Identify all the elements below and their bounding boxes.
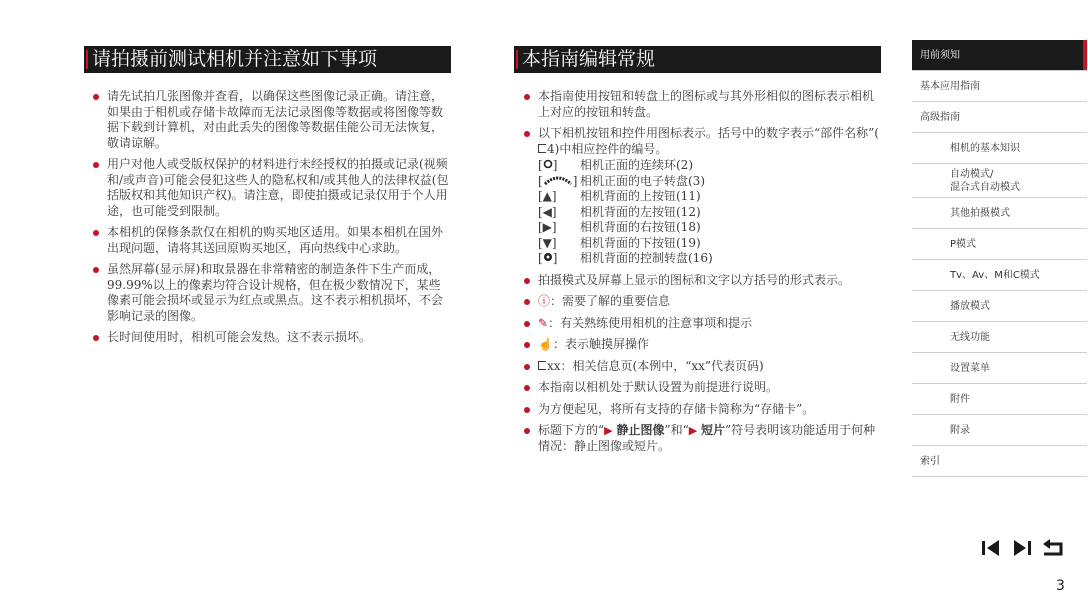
page-ref: xx <box>547 358 561 373</box>
list-item <box>523 89 883 120</box>
next-page-button[interactable] <box>1010 537 1034 559</box>
front-dial-icon: [ ] <box>538 173 578 188</box>
sidebar-item-label: P模式 <box>950 238 977 250</box>
touch-icon: ☝ <box>538 337 553 351</box>
sidebar-item-label: 附录 <box>950 424 970 436</box>
list-item-text: ：表示触摸屏操作 <box>552 337 649 351</box>
sidebar-item-p-mode[interactable] <box>912 229 1087 260</box>
page-navigation <box>979 537 1065 559</box>
control-label: 相机背面的下按钮(19) <box>580 235 701 250</box>
list-item-text: 本指南以相机处于默认设置为前提进行说明。 <box>538 380 779 394</box>
list-item <box>523 423 883 454</box>
arrow-left-icon <box>981 539 1001 557</box>
sidebar-item-advanced-guide[interactable] <box>912 102 1087 133</box>
sidebar-item-auto-mode[interactable] <box>912 164 1087 198</box>
sidebar-item-accessories[interactable] <box>912 384 1087 415</box>
pencil-icon: ✎ <box>538 315 549 330</box>
sidebar-item-label: Tv、Av、M和C模式 <box>950 269 1040 281</box>
list-item: 用户对他人或受版权保护的材料进行未经授权的拍摄或记录(视频和/或声音)可能会侵犯这些人的隐私权和/或其他人的法律权益(包括版权和其他知识产权)。请注意，即使拍摄或记录仅用于个人用途，也可能受到限制。 <box>92 157 452 219</box>
table-row <box>538 205 713 221</box>
front-ring-icon: [ ] <box>538 158 558 172</box>
sidebar-item-appendix[interactable] <box>912 415 1087 446</box>
list-item-text: 为方便起见，将所有支持的存储卡简称为“存储卡”。 <box>538 401 815 416</box>
list-item: 虽然屏幕(显示屏)和取景器在非常精密的制造条件下生产而成，99.99%以上的像素均符合设计规格，但在极少数情况下，某些像素可能会损坏或显示为红点或黑点。这不表示相机损坏，不会影响记录的图像。 <box>92 262 452 324</box>
table-row <box>538 251 713 267</box>
return-icon <box>1041 539 1065 557</box>
table-row <box>538 189 713 205</box>
sidebar-item-label: 其他拍摄模式 <box>950 207 1010 219</box>
list-item-text: ：需要了解的重要信息 <box>550 294 671 308</box>
control-label: 相机正面的电子转盘(3) <box>580 173 705 188</box>
control-dial-icon: [ ] <box>538 251 558 265</box>
list-item <box>523 316 883 332</box>
return-button[interactable] <box>1041 537 1065 559</box>
left-button-icon: [◀] <box>538 204 557 219</box>
list-item-text: 标题下方的“ <box>538 423 605 437</box>
sidebar-item-label: 自动模式/ 混合式自动模式 <box>950 168 1020 193</box>
book-icon <box>538 361 546 370</box>
down-button-icon: [▼] <box>538 235 557 250</box>
list-item-text: 拍摄模式及屏幕上显示的图标和文字以方括号的形式表示。 <box>538 272 851 287</box>
sidebar-item-label: 高级指南 <box>920 111 960 123</box>
sidebar-item-label: 附件 <box>950 393 970 405</box>
list-item-text: 以下相机按钮和控件用图标表示。括号中的数字表示“部件名称”( <box>538 126 879 140</box>
control-label: 相机正面的连续环(2) <box>580 158 693 172</box>
table-row <box>538 158 713 174</box>
control-label: 相机背面的控制转盘(16) <box>580 251 713 265</box>
still-image-label: 静止图像 <box>616 423 665 437</box>
list-item <box>523 273 883 289</box>
right-button-icon: [▶] <box>538 220 557 234</box>
arrow-right-icon <box>1012 539 1032 557</box>
sidebar-item-other-modes[interactable] <box>912 198 1087 229</box>
sidebar-nav <box>912 40 1087 477</box>
list-item-text: ：相关信息页(本例中，“xx”代表页码) <box>560 358 764 373</box>
control-label: 相机背面的右按钮(18) <box>580 220 701 234</box>
movie-label: 短片 <box>701 423 726 437</box>
sidebar-item-label: 播放模式 <box>950 300 990 312</box>
important-icon: ⓘ <box>538 294 551 308</box>
precautions-list <box>92 89 452 352</box>
list-item <box>523 294 883 310</box>
list-item-text: ”符号表明该功能适用于何种情况：静止图像或短片。 <box>538 423 876 453</box>
table-row <box>538 220 713 236</box>
section-title-conventions: 本指南编辑常规 <box>514 46 881 73</box>
page-ref-link[interactable]: 4)中相应控件的编号。 <box>547 141 668 156</box>
page-number: 3 <box>1056 578 1065 594</box>
sidebar-item-label: 基本应用指南 <box>920 80 980 92</box>
list-item-text: ”和“ <box>664 423 689 437</box>
sidebar-item-setup-menu[interactable] <box>912 353 1087 384</box>
list-item-text: ：有关熟练使用相机的注意事项和提示 <box>548 315 753 330</box>
table-row <box>538 174 713 190</box>
sidebar-item-wireless[interactable] <box>912 322 1087 353</box>
prev-page-button[interactable] <box>979 537 1003 559</box>
list-item <box>523 402 883 418</box>
up-button-icon: [▲] <box>538 189 557 203</box>
sidebar-item-index[interactable] <box>912 446 1087 477</box>
control-label: 相机背面的左按钮(12) <box>580 204 701 219</box>
list-item-text: 本指南使用按钮和转盘上的图标或与其外形相似的图标表示相机上对应的按钮和转盘。 <box>538 89 875 119</box>
sidebar-item-playback[interactable] <box>912 291 1087 322</box>
control-label: 相机背面的上按钮(11) <box>580 189 701 203</box>
sidebar-item-camera-basics[interactable] <box>912 133 1087 164</box>
list-item: 请先试拍几张图像并查看，以确保这些图像记录正确。请注意，如果由于相机或存储卡故障而无法记录图像等数据或将图像等数据下载到计算机，对由此丢失的图像等数据佳能公司无法恢复，敬请谅解。 <box>92 89 452 151</box>
list-item <box>523 380 883 396</box>
list-item <box>523 126 883 267</box>
list-item <box>523 359 883 375</box>
sidebar-item-tv-av-m-c[interactable] <box>912 260 1087 291</box>
controls-table <box>538 158 713 267</box>
sidebar-item-label: 相机的基本知识 <box>950 142 1020 154</box>
sidebar-item-before-use[interactable] <box>912 40 1087 71</box>
book-icon <box>538 144 546 153</box>
sidebar-item-basic-guide[interactable] <box>912 71 1087 102</box>
conventions-list <box>523 89 883 460</box>
table-row <box>538 236 713 252</box>
section-title-precautions: 请拍摄前测试相机并注意如下事项 <box>84 46 451 73</box>
list-item: 本相机的保修条款仅在相机的购买地区适用。如果本相机在国外出现问题，请将其送回原购买地区，再向热线中心求助。 <box>92 225 452 256</box>
list-item <box>523 337 883 353</box>
sidebar-item-label: 索引 <box>920 455 940 467</box>
play-icon: ▶ <box>688 424 698 437</box>
list-item: 长时间使用时，相机可能会发热。这不表示损坏。 <box>92 330 452 346</box>
sidebar-item-label: 设置菜单 <box>950 362 990 374</box>
sidebar-item-label: 用前须知 <box>920 49 960 61</box>
play-icon: ▶ <box>604 424 613 437</box>
sidebar-item-label: 无线功能 <box>950 331 990 343</box>
